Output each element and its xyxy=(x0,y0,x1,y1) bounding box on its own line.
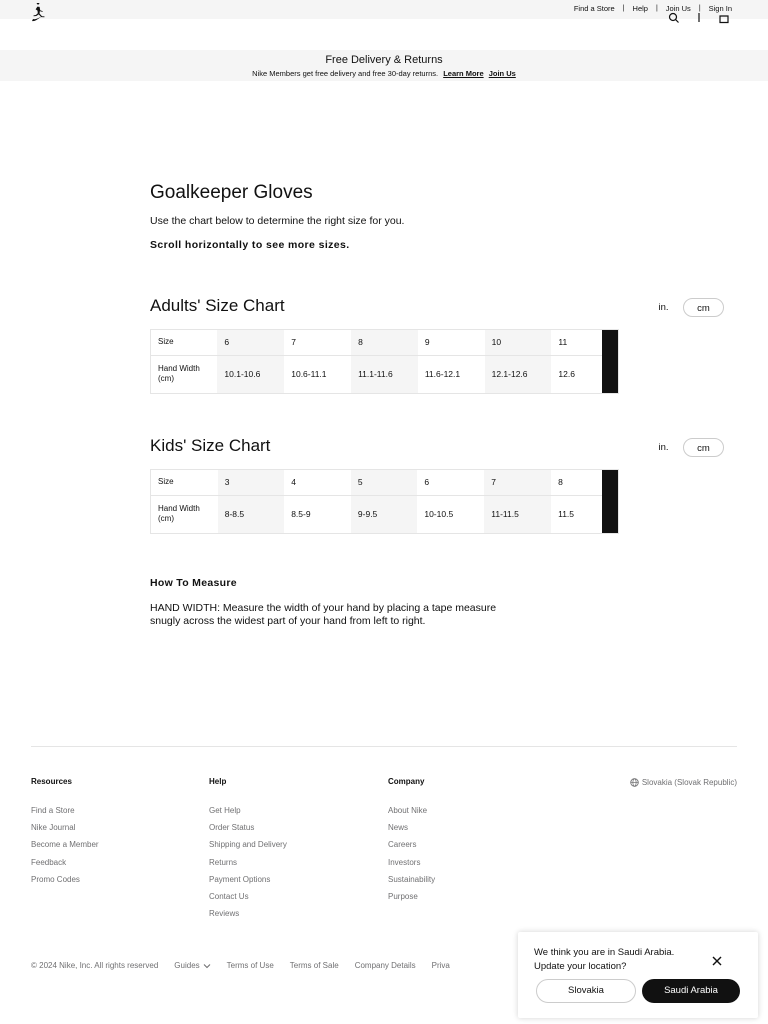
table-row xyxy=(151,330,618,355)
kids-unit-cm[interactable]: cm xyxy=(683,438,724,457)
swoosh-logo-icon[interactable] xyxy=(31,12,43,24)
utility-nav: Find a Store | Help | Join Us | Sign In xyxy=(573,4,732,13)
close-icon[interactable] xyxy=(712,956,722,966)
adults-unit-in[interactable]: in. xyxy=(658,302,669,313)
width-cell: 11.5 xyxy=(558,509,575,520)
width-cell: 11.1-11.6 xyxy=(351,355,418,393)
globe-icon xyxy=(630,778,639,787)
footer-link[interactable]: Find a Store xyxy=(31,806,75,815)
scroll-note: Scroll horizontally to see more sizes. xyxy=(150,239,350,251)
table-row xyxy=(151,470,618,495)
promo-text: Nike Members get free delivery and free 30-day returns. xyxy=(252,69,439,78)
size-cell: 6 xyxy=(417,470,484,495)
width-cell: 10.1-10.6 xyxy=(217,355,284,393)
promo-banner xyxy=(0,50,768,81)
size-cell: 7 xyxy=(284,330,351,355)
footer-link[interactable]: Become a Member xyxy=(31,840,99,850)
page-header xyxy=(150,181,730,251)
footer-help xyxy=(209,777,287,927)
size-cell: 11 xyxy=(551,330,618,355)
footer-link[interactable]: Get Help xyxy=(209,806,241,815)
kids-chart-title: Kids' Size Chart xyxy=(150,436,271,455)
how-to-measure-section xyxy=(150,577,510,627)
kids-unit-in[interactable]: in. xyxy=(658,442,669,453)
page-title: Goalkeeper Gloves xyxy=(150,182,313,203)
how-to-measure-text: HAND WIDTH: Measure the width of your hand by placing a tape measure snugly across the widest part of your hand from left to right. xyxy=(150,602,497,627)
footer-link[interactable]: Nike Journal xyxy=(31,823,76,833)
location-popup-message: We think you are in Saudi Arabia. Update your location? xyxy=(534,947,675,972)
kids-size-table[interactable] xyxy=(150,469,619,534)
footer-link[interactable]: Payment Options xyxy=(209,874,271,884)
footer-link[interactable]: Contact Us xyxy=(209,891,249,901)
footer-link[interactable]: Returns xyxy=(209,857,238,867)
learn-more-link[interactable]: Learn More xyxy=(443,69,484,78)
adults-chart-header xyxy=(150,296,724,318)
table-row xyxy=(151,495,618,533)
join-us-link[interactable]: Join Us xyxy=(665,4,691,13)
company-details-link[interactable]: Company Details xyxy=(354,961,416,970)
size-cell: 8 xyxy=(551,470,618,495)
help-link[interactable]: Help xyxy=(632,4,648,13)
footer-company xyxy=(388,777,435,910)
copyright: © 2024 Nike, Inc. All rights reserved xyxy=(31,961,159,970)
intro-text: Use the chart below to determine the right size for you. xyxy=(150,215,405,227)
row-label-size: Size xyxy=(151,330,217,355)
width-cell: 12.6 xyxy=(558,369,575,380)
sign-in-link[interactable]: Sign In xyxy=(708,4,732,13)
width-cell: 12.1-12.6 xyxy=(485,355,552,393)
location-popup xyxy=(518,932,758,1018)
adults-unit-toggle xyxy=(644,298,724,317)
kids-unit-toggle xyxy=(644,438,724,457)
footer-link[interactable]: Promo Codes xyxy=(31,874,80,884)
footer-link[interactable]: Shipping and Delivery xyxy=(209,840,287,850)
footer-company-title: Company xyxy=(388,777,425,786)
row-label-hand-width: Hand Width (cm) xyxy=(151,495,218,533)
size-cell: 6 xyxy=(217,330,284,355)
favorites-icon[interactable] xyxy=(693,12,705,24)
privacy-link[interactable]: Priva xyxy=(431,961,450,970)
utility-bar xyxy=(0,0,768,19)
size-cell: 4 xyxy=(284,470,351,495)
width-cell: 8-8.5 xyxy=(218,495,284,533)
find-store-link[interactable]: Find a Store xyxy=(573,4,615,13)
width-cell: 8.5-9 xyxy=(291,509,311,520)
adults-unit-cm[interactable]: cm xyxy=(683,298,724,317)
footer-link[interactable]: Sustainability xyxy=(388,874,436,884)
footer-link[interactable]: About Nike xyxy=(388,806,428,815)
footer-divider xyxy=(31,746,737,747)
kids-chart-header xyxy=(150,436,724,458)
promo-join-us-link[interactable]: Join Us xyxy=(488,69,516,78)
how-to-measure-title: How To Measure xyxy=(150,577,237,589)
footer-link[interactable]: Investors xyxy=(388,857,421,867)
footer-link[interactable]: Feedback xyxy=(31,857,67,867)
promo-text-line xyxy=(0,69,768,79)
horizontal-scroll-edge[interactable] xyxy=(602,330,618,393)
footer-resources xyxy=(31,777,99,893)
size-cell: 5 xyxy=(351,470,417,495)
guides-dropdown[interactable] xyxy=(174,961,210,970)
location-label: Slovakia (Slovak Republic) xyxy=(641,778,737,787)
footer-link[interactable]: Purpose xyxy=(388,891,418,901)
terms-of-use-link[interactable]: Terms of Use xyxy=(226,961,274,970)
horizontal-scroll-edge[interactable] xyxy=(602,470,618,533)
row-label-hand-width: Hand Width (cm) xyxy=(151,355,217,393)
width-cell: 10-10.5 xyxy=(424,509,454,520)
footer-help-title: Help xyxy=(209,777,227,786)
footer-link[interactable]: Careers xyxy=(388,840,417,850)
stay-slovakia-button[interactable]: Slovakia xyxy=(536,979,636,1003)
switch-saudi-arabia-button[interactable]: Saudi Arabia xyxy=(642,979,740,1003)
bag-icon[interactable] xyxy=(718,12,730,24)
promo-title: Free Delivery & Returns xyxy=(325,54,443,66)
footer-link[interactable]: Order Status xyxy=(209,823,255,833)
table-row xyxy=(151,355,618,393)
size-cell: 3 xyxy=(218,470,284,495)
size-cell: 8 xyxy=(351,330,418,355)
width-cell: 11-11.5 xyxy=(484,495,551,533)
adults-size-table[interactable] xyxy=(150,329,619,394)
width-cell: 9-9.5 xyxy=(351,495,417,533)
legal-bar xyxy=(31,961,466,970)
terms-of-sale-link[interactable]: Terms of Sale xyxy=(289,961,339,970)
width-cell: 11.6-12.1 xyxy=(424,369,461,380)
main-nav xyxy=(0,19,768,50)
size-cell: 9 xyxy=(418,330,485,355)
size-cell: 7 xyxy=(484,470,551,495)
size-cell: 10 xyxy=(485,330,552,355)
adults-chart-title: Adults' Size Chart xyxy=(150,296,285,315)
footer-link[interactable]: Reviews xyxy=(209,909,240,919)
location-selector[interactable] xyxy=(630,778,737,787)
footer-resources-title: Resources xyxy=(31,777,72,786)
footer-link[interactable]: News xyxy=(388,823,409,833)
width-cell: 10.6-11.1 xyxy=(291,369,327,380)
search-icon[interactable] xyxy=(668,12,680,24)
guides-label: Guides xyxy=(174,961,200,970)
chevron-down-icon xyxy=(203,963,211,969)
row-label-size: Size xyxy=(151,470,218,495)
